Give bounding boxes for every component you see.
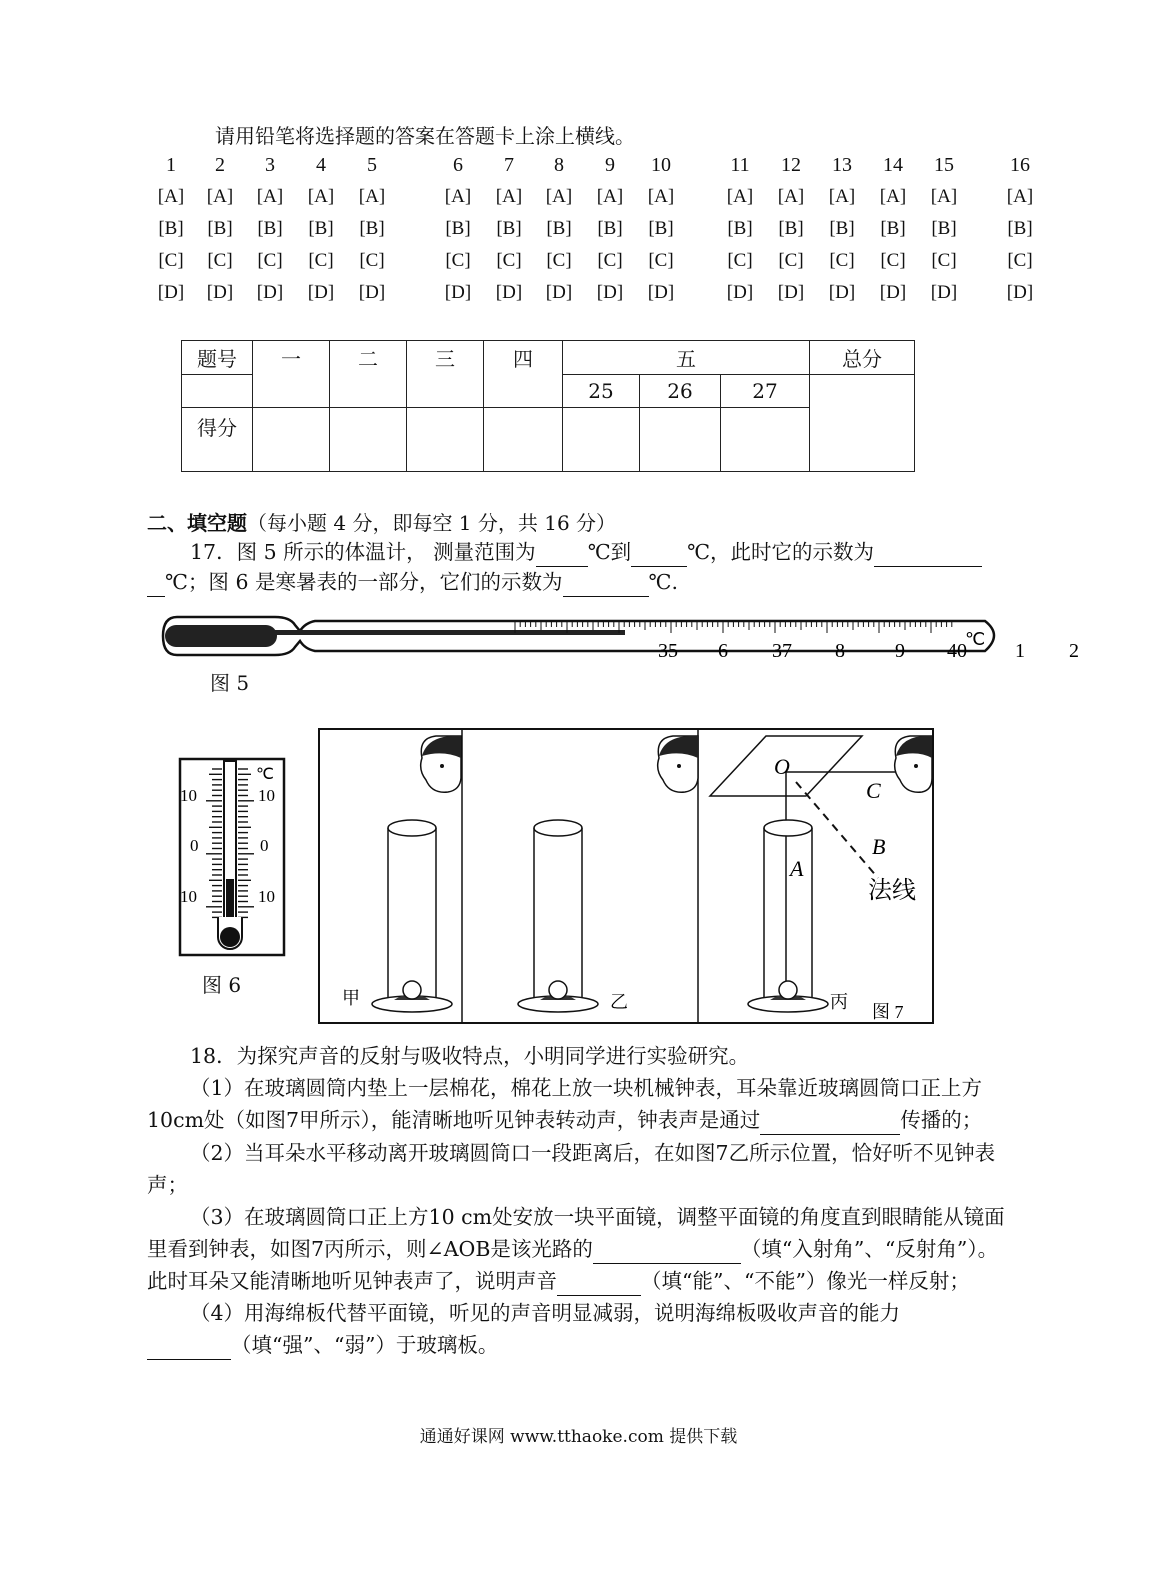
q18-blank-1: [760, 1114, 900, 1135]
score-header-4: 四: [484, 341, 563, 408]
score-header-3: 三: [407, 341, 484, 408]
fig6-thermometer: [178, 757, 286, 957]
fig6-unit: ℃: [256, 766, 274, 783]
answer-column: [149, 149, 193, 309]
fig5-label-2: 2: [1069, 640, 1079, 662]
fig7-normal-label: 法线: [868, 876, 916, 904]
answer-option-bubble[interactable]: [B]: [880, 218, 906, 239]
fig7-point-o: O: [774, 754, 790, 779]
section-title: [147, 507, 616, 536]
fig5-label-8: 8: [835, 640, 845, 662]
score-cell: [484, 408, 563, 472]
answer-option-bubble[interactable]: [A]: [444, 186, 472, 207]
answer-column: [436, 149, 480, 309]
fig6-right-0: 0: [260, 836, 269, 855]
fig5-unit: ℃: [965, 629, 986, 649]
answer-option-bubble[interactable]: [C]: [829, 250, 855, 271]
fig6-left-10-top: 10: [180, 786, 197, 805]
score-cell: [640, 408, 721, 472]
q17-blank-3: [874, 546, 982, 567]
answer-option-bubble[interactable]: [B]: [207, 218, 233, 239]
answer-option-bubble[interactable]: [A]: [206, 186, 234, 207]
answer-column: [487, 149, 531, 309]
answer-option-bubble[interactable]: [B]: [546, 218, 572, 239]
answer-column: [639, 149, 683, 309]
question-number: 1: [166, 154, 176, 176]
answer-column: [998, 149, 1042, 309]
fig5-thermometer: [155, 605, 1079, 665]
question-number: 12: [781, 154, 801, 176]
fig7-point-c: C: [866, 778, 881, 803]
score-table: [181, 340, 915, 472]
fig6-left-0: 0: [190, 836, 199, 855]
answer-option-bubble[interactable]: [A]: [647, 186, 675, 207]
score-cell: [253, 408, 330, 472]
answer-option-bubble[interactable]: [C]: [931, 250, 957, 271]
score-header-2: 二: [330, 341, 407, 408]
score-sub-27: 27: [721, 375, 810, 408]
question-number: 4: [316, 154, 326, 176]
answer-option-bubble[interactable]: [D]: [1006, 282, 1034, 303]
score-header-total: 总分: [810, 341, 915, 375]
fig5-label-40: 40: [947, 640, 967, 662]
answer-option-bubble[interactable]: [B]: [308, 218, 334, 239]
answer-option-bubble[interactable]: [C]: [727, 250, 753, 271]
question-number: 8: [554, 154, 564, 176]
answer-option-bubble[interactable]: [B]: [727, 218, 753, 239]
answer-option-bubble[interactable]: [D]: [930, 282, 958, 303]
answer-option-bubble[interactable]: [A]: [307, 186, 335, 207]
question-number: 5: [367, 154, 377, 176]
q18-p2-line2: 声；: [147, 1173, 188, 1197]
q18-p4-line2: （填“强”、“弱”）于玻璃板。: [147, 1330, 498, 1360]
answer-option-bubble[interactable]: [C]: [880, 250, 906, 271]
answer-option-bubble[interactable]: [D]: [358, 282, 386, 303]
score-total-cell: [810, 375, 915, 472]
q18-p4-line1: （4）用海绵板代替平面镜，听见的声音明显减弱，说明海绵板吸收声音的能力: [190, 1301, 901, 1325]
answer-option-bubble[interactable]: [A]: [157, 186, 185, 207]
answer-column: [299, 149, 343, 309]
question-number: 15: [934, 154, 954, 176]
answer-option-bubble[interactable]: [D]: [256, 282, 284, 303]
q18-intro: 18．为探究声音的反射与吸收特点，小明同学进行实验研究。: [190, 1044, 750, 1068]
answer-option-bubble[interactable]: [A]: [726, 186, 754, 207]
answer-option-bubble[interactable]: [C]: [158, 250, 184, 271]
q17-line2: ℃；图 6 是寒暑表的一部分，它们的示数为 ℃.: [147, 567, 678, 597]
fig7-caption: 图 7: [872, 1002, 904, 1022]
answer-option-bubble[interactable]: [B]: [648, 218, 674, 239]
answer-option-bubble[interactable]: [A]: [358, 186, 386, 207]
score-header-label: 题号: [182, 341, 253, 375]
answer-option-bubble[interactable]: [C]: [207, 250, 233, 271]
instruction-text: 请用铅笔将选择题的答案在答题卡上涂上横线。: [215, 124, 635, 148]
question-number: 14: [883, 154, 903, 176]
answer-option-bubble[interactable]: [B]: [778, 218, 804, 239]
answer-option-bubble[interactable]: [A]: [596, 186, 624, 207]
answer-column: [820, 149, 864, 309]
q18-p1-line2: 10cm处（如图7甲所示），能清晰地听见钟表转动声，钟表声是通过 传播的；: [147, 1105, 982, 1135]
section-title-main: 二、填空题: [147, 511, 247, 535]
q18-blank-2: [593, 1243, 741, 1264]
answer-column: [588, 149, 632, 309]
q18-p3-line3: 此时耳朵又能清晰地听见钟表声了，说明声音 （填“能”、“不能”）像光一样反射；: [147, 1266, 970, 1296]
answer-option-bubble[interactable]: [A]: [1006, 186, 1034, 207]
q18-p3-line2: 里看到钟表，如图7丙所示，则∠AOB是该光路的 （填“入射角”、“反射角”）。: [147, 1234, 998, 1264]
answer-option-bubble[interactable]: [B]: [445, 218, 471, 239]
answer-option-bubble[interactable]: [B]: [1007, 218, 1033, 239]
question-number: 10: [651, 154, 671, 176]
q18-blank-3: [557, 1275, 641, 1296]
question-number: 3: [265, 154, 275, 176]
answer-option-bubble[interactable]: [B]: [158, 218, 184, 239]
answer-option-bubble[interactable]: [C]: [546, 250, 572, 271]
q18-blank-4: [147, 1339, 231, 1360]
fig7-point-a: A: [790, 856, 804, 881]
answer-option-bubble[interactable]: [C]: [359, 250, 385, 271]
fig5-label-6: 6: [718, 640, 728, 662]
answer-option-bubble[interactable]: [A]: [495, 186, 523, 207]
score-sub-26: 26: [640, 375, 721, 408]
answer-option-bubble[interactable]: [C]: [1007, 250, 1033, 271]
answer-option-bubble[interactable]: [B]: [829, 218, 855, 239]
answer-column: [922, 149, 966, 309]
answer-column: [350, 149, 394, 309]
fig5-label-35: 35: [658, 640, 678, 662]
answer-option-bubble[interactable]: [D]: [307, 282, 335, 303]
answer-option-bubble[interactable]: [C]: [648, 250, 674, 271]
fig6-left-10-bottom: 10: [180, 887, 197, 906]
answer-option-bubble[interactable]: [A]: [545, 186, 573, 207]
fig6-right-10-top: 10: [258, 786, 275, 805]
score-cell: [721, 408, 810, 472]
answer-option-bubble[interactable]: [B]: [931, 218, 957, 239]
fig7-label-jia: 甲: [342, 988, 360, 1008]
q18-p3-line1: （3）在玻璃圆筒口正上方10 cm处安放一块平面镜，调整平面镜的角度直到眼睛能从镜面: [190, 1205, 1005, 1229]
answer-column: [248, 149, 292, 309]
question-number: 13: [832, 154, 852, 176]
answer-option-bubble[interactable]: [D]: [495, 282, 523, 303]
answer-option-bubble[interactable]: [D]: [545, 282, 573, 303]
answer-option-bubble[interactable]: [A]: [828, 186, 856, 207]
answer-option-bubble[interactable]: [D]: [726, 282, 754, 303]
score-sub-25: 25: [563, 375, 640, 408]
answer-option-bubble[interactable]: [C]: [496, 250, 522, 271]
question-number: 16: [1010, 154, 1030, 176]
q17-blank-1: [536, 546, 588, 567]
fig7-point-b: B: [872, 834, 886, 859]
answer-option-bubble[interactable]: [D]: [206, 282, 234, 303]
question-number: 7: [504, 154, 514, 176]
answer-option-bubble[interactable]: [B]: [359, 218, 385, 239]
answer-option-bubble[interactable]: [A]: [256, 186, 284, 207]
fig5-label-1: 1: [1015, 640, 1025, 662]
footer-text: 通通好课网 www.tthaoke.com 提供下载: [419, 1427, 738, 1447]
answer-column: [537, 149, 581, 309]
q18-p2-line1: （2）当耳朵水平移动离开玻璃圆筒口一段距离后，在如图7乙所示位置，恰好听不见钟表: [190, 1141, 996, 1165]
score-row-label: 得分: [182, 408, 253, 472]
score-header-1: 一: [253, 341, 330, 408]
answer-option-bubble[interactable]: [B]: [496, 218, 522, 239]
fig6-caption: 图 6: [202, 973, 242, 997]
fig5-caption: 图 5: [210, 671, 250, 695]
answer-option-bubble[interactable]: [C]: [778, 250, 804, 271]
score-cell: [407, 408, 484, 472]
answer-option-bubble[interactable]: [A]: [930, 186, 958, 207]
fig6-right-10-bottom: 10: [258, 887, 275, 906]
score-cell: [563, 408, 640, 472]
fig5-label-9: 9: [895, 640, 905, 662]
answer-option-bubble[interactable]: [D]: [828, 282, 856, 303]
fig7-label-bing: 丙: [830, 992, 848, 1012]
answer-column: [718, 149, 762, 309]
answer-option-bubble[interactable]: [D]: [777, 282, 805, 303]
answer-option-bubble[interactable]: [B]: [257, 218, 283, 239]
fig7-experiment: [318, 728, 936, 1026]
answer-option-bubble[interactable]: [D]: [596, 282, 624, 303]
score-cell: [330, 408, 407, 472]
question-number: 2: [215, 154, 225, 176]
answer-column: [198, 149, 242, 309]
answer-option-bubble[interactable]: [A]: [777, 186, 805, 207]
question-number: 11: [730, 154, 750, 176]
fig5-label-37: 37: [772, 640, 792, 662]
score-spacer: [182, 375, 253, 408]
answer-option-bubble[interactable]: [C]: [445, 250, 471, 271]
question-number: 6: [453, 154, 463, 176]
answer-option-bubble[interactable]: [C]: [257, 250, 283, 271]
answer-option-bubble[interactable]: [A]: [879, 186, 907, 207]
q17-blank-2: [631, 546, 687, 567]
answer-option-bubble[interactable]: [C]: [308, 250, 334, 271]
q17-line1: 17．图 5 所示的体温计， 测量范围为 ℃到 ℃，此时它的示数为: [190, 537, 982, 567]
answer-option-bubble[interactable]: [D]: [444, 282, 472, 303]
answer-option-bubble[interactable]: [C]: [597, 250, 623, 271]
answer-option-bubble[interactable]: [D]: [157, 282, 185, 303]
score-header-5: 五: [563, 341, 810, 375]
answer-column: [871, 149, 915, 309]
section-title-note: （每小题 4 分，即每空 1 分，共 16 分）: [247, 511, 617, 535]
answer-option-bubble[interactable]: [D]: [879, 282, 907, 303]
q17-blank-4: [563, 576, 649, 597]
answer-option-bubble[interactable]: [D]: [647, 282, 675, 303]
q18-p1-line1: （1）在玻璃圆筒内垫上一层棉花，棉花上放一块机械钟表，耳朵靠近玻璃圆筒口正上方: [190, 1076, 983, 1100]
answer-option-bubble[interactable]: [B]: [597, 218, 623, 239]
answer-column: [769, 149, 813, 309]
question-number: 9: [605, 154, 615, 176]
fig7-label-yi: 乙: [610, 992, 628, 1012]
q17-blank-3-cont: [147, 576, 165, 597]
